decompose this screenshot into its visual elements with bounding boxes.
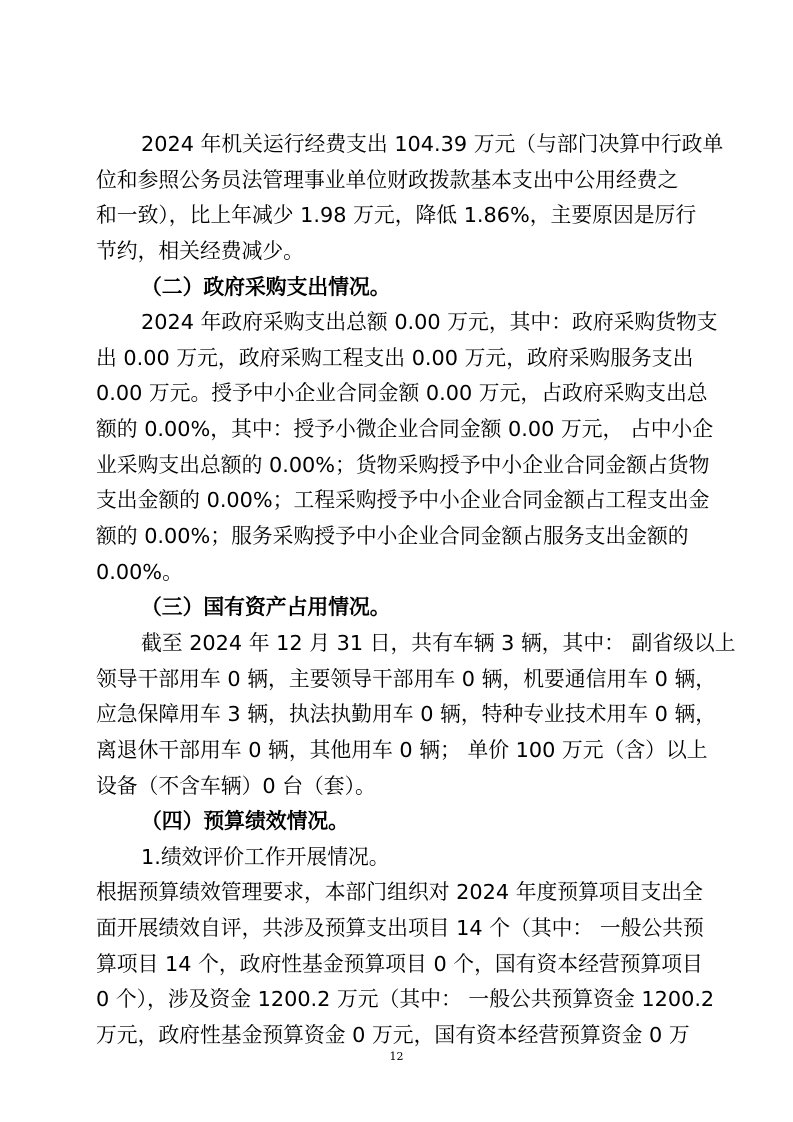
paragraph-line: 和一致），比上年减少 1.98 万元，降低 1.86%，主要原因是厉行 <box>96 203 697 227</box>
paragraph-line: 面开展绩效自评，共涉及预算支出项目 14 个（其中： 一般公共预 <box>96 916 704 940</box>
subsection-heading: 1.绩效评价工作开展情况。 <box>141 845 390 869</box>
paragraph-line: 节约，相关经费减少。 <box>96 239 304 263</box>
paragraph-line: 领导干部用车 0 辆，主要领导干部用车 0 辆，机要通信用车 0 辆， <box>96 667 717 691</box>
paragraph-line: 万元，政府性基金预算资金 0 万元，国有资本经营预算资金 0 万 <box>96 1023 690 1047</box>
paragraph-line: 离退休干部用车 0 辆，其他用车 0 辆； 单价 100 万元（含）以上 <box>96 738 708 762</box>
page-number: 12 <box>389 1050 404 1063</box>
section-heading: （二）政府采购支出情况。 <box>141 275 391 299</box>
paragraph-line: 0.00%。 <box>96 560 183 584</box>
paragraph-line: 0.00 万元。授予中小企业合同金额 0.00 万元，占政府采购支出总 <box>96 381 708 405</box>
section-heading: （四）预算绩效情况。 <box>141 809 349 833</box>
paragraph-line: 位和参照公务员法管理事业单位财政拨款基本支出中公用经费之 <box>96 168 679 192</box>
paragraph-line: 额的 0.00%；服务采购授予中小企业合同金额占服务支出金额的 <box>96 524 689 548</box>
paragraph-line: 算项目 14 个，政府性基金预算项目 0 个，国有资本经营预算项目 <box>96 952 703 976</box>
paragraph-line: 出 0.00 万元，政府采购工程支出 0.00 万元，政府采购服务支出 <box>96 346 694 370</box>
paragraph-line: 业采购支出总额的 0.00%；货物采购授予中小企业合同金额占货物 <box>96 453 710 477</box>
paragraph-line: 2024 年机关运行经费支出 104.39 万元（与部门决算中行政单 <box>141 132 724 156</box>
paragraph-line: 支出金额的 0.00%；工程采购授予中小企业合同金额占工程支出金 <box>96 488 710 512</box>
paragraph-line: 应急保障用车 3 辆，执法执勤用车 0 辆，特种专业技术用车 0 辆， <box>96 702 717 726</box>
paragraph-line: 0 个），涉及资金 1200.2 万元（其中： 一般公共预算资金 1200.2 <box>96 987 715 1011</box>
paragraph-line: 截至 2024 年 12 月 31 日，共有车辆 3 辆，其中： 副省级以上 <box>141 631 736 655</box>
paragraph-line: 2024 年政府采购支出总额 0.00 万元，其中：政府采购货物支 <box>141 310 718 334</box>
paragraph-line: 设备（不含车辆）0 台（套）。 <box>96 774 376 798</box>
section-heading: （三）国有资产占用情况。 <box>141 595 391 619</box>
paragraph-line: 额的 0.00%，其中：授予小微企业合同金额 0.00 万元， 占中小企 <box>96 417 714 441</box>
paragraph-line: 根据预算绩效管理要求，本部门组织对 2024 年度预算项目支出全 <box>96 880 703 904</box>
